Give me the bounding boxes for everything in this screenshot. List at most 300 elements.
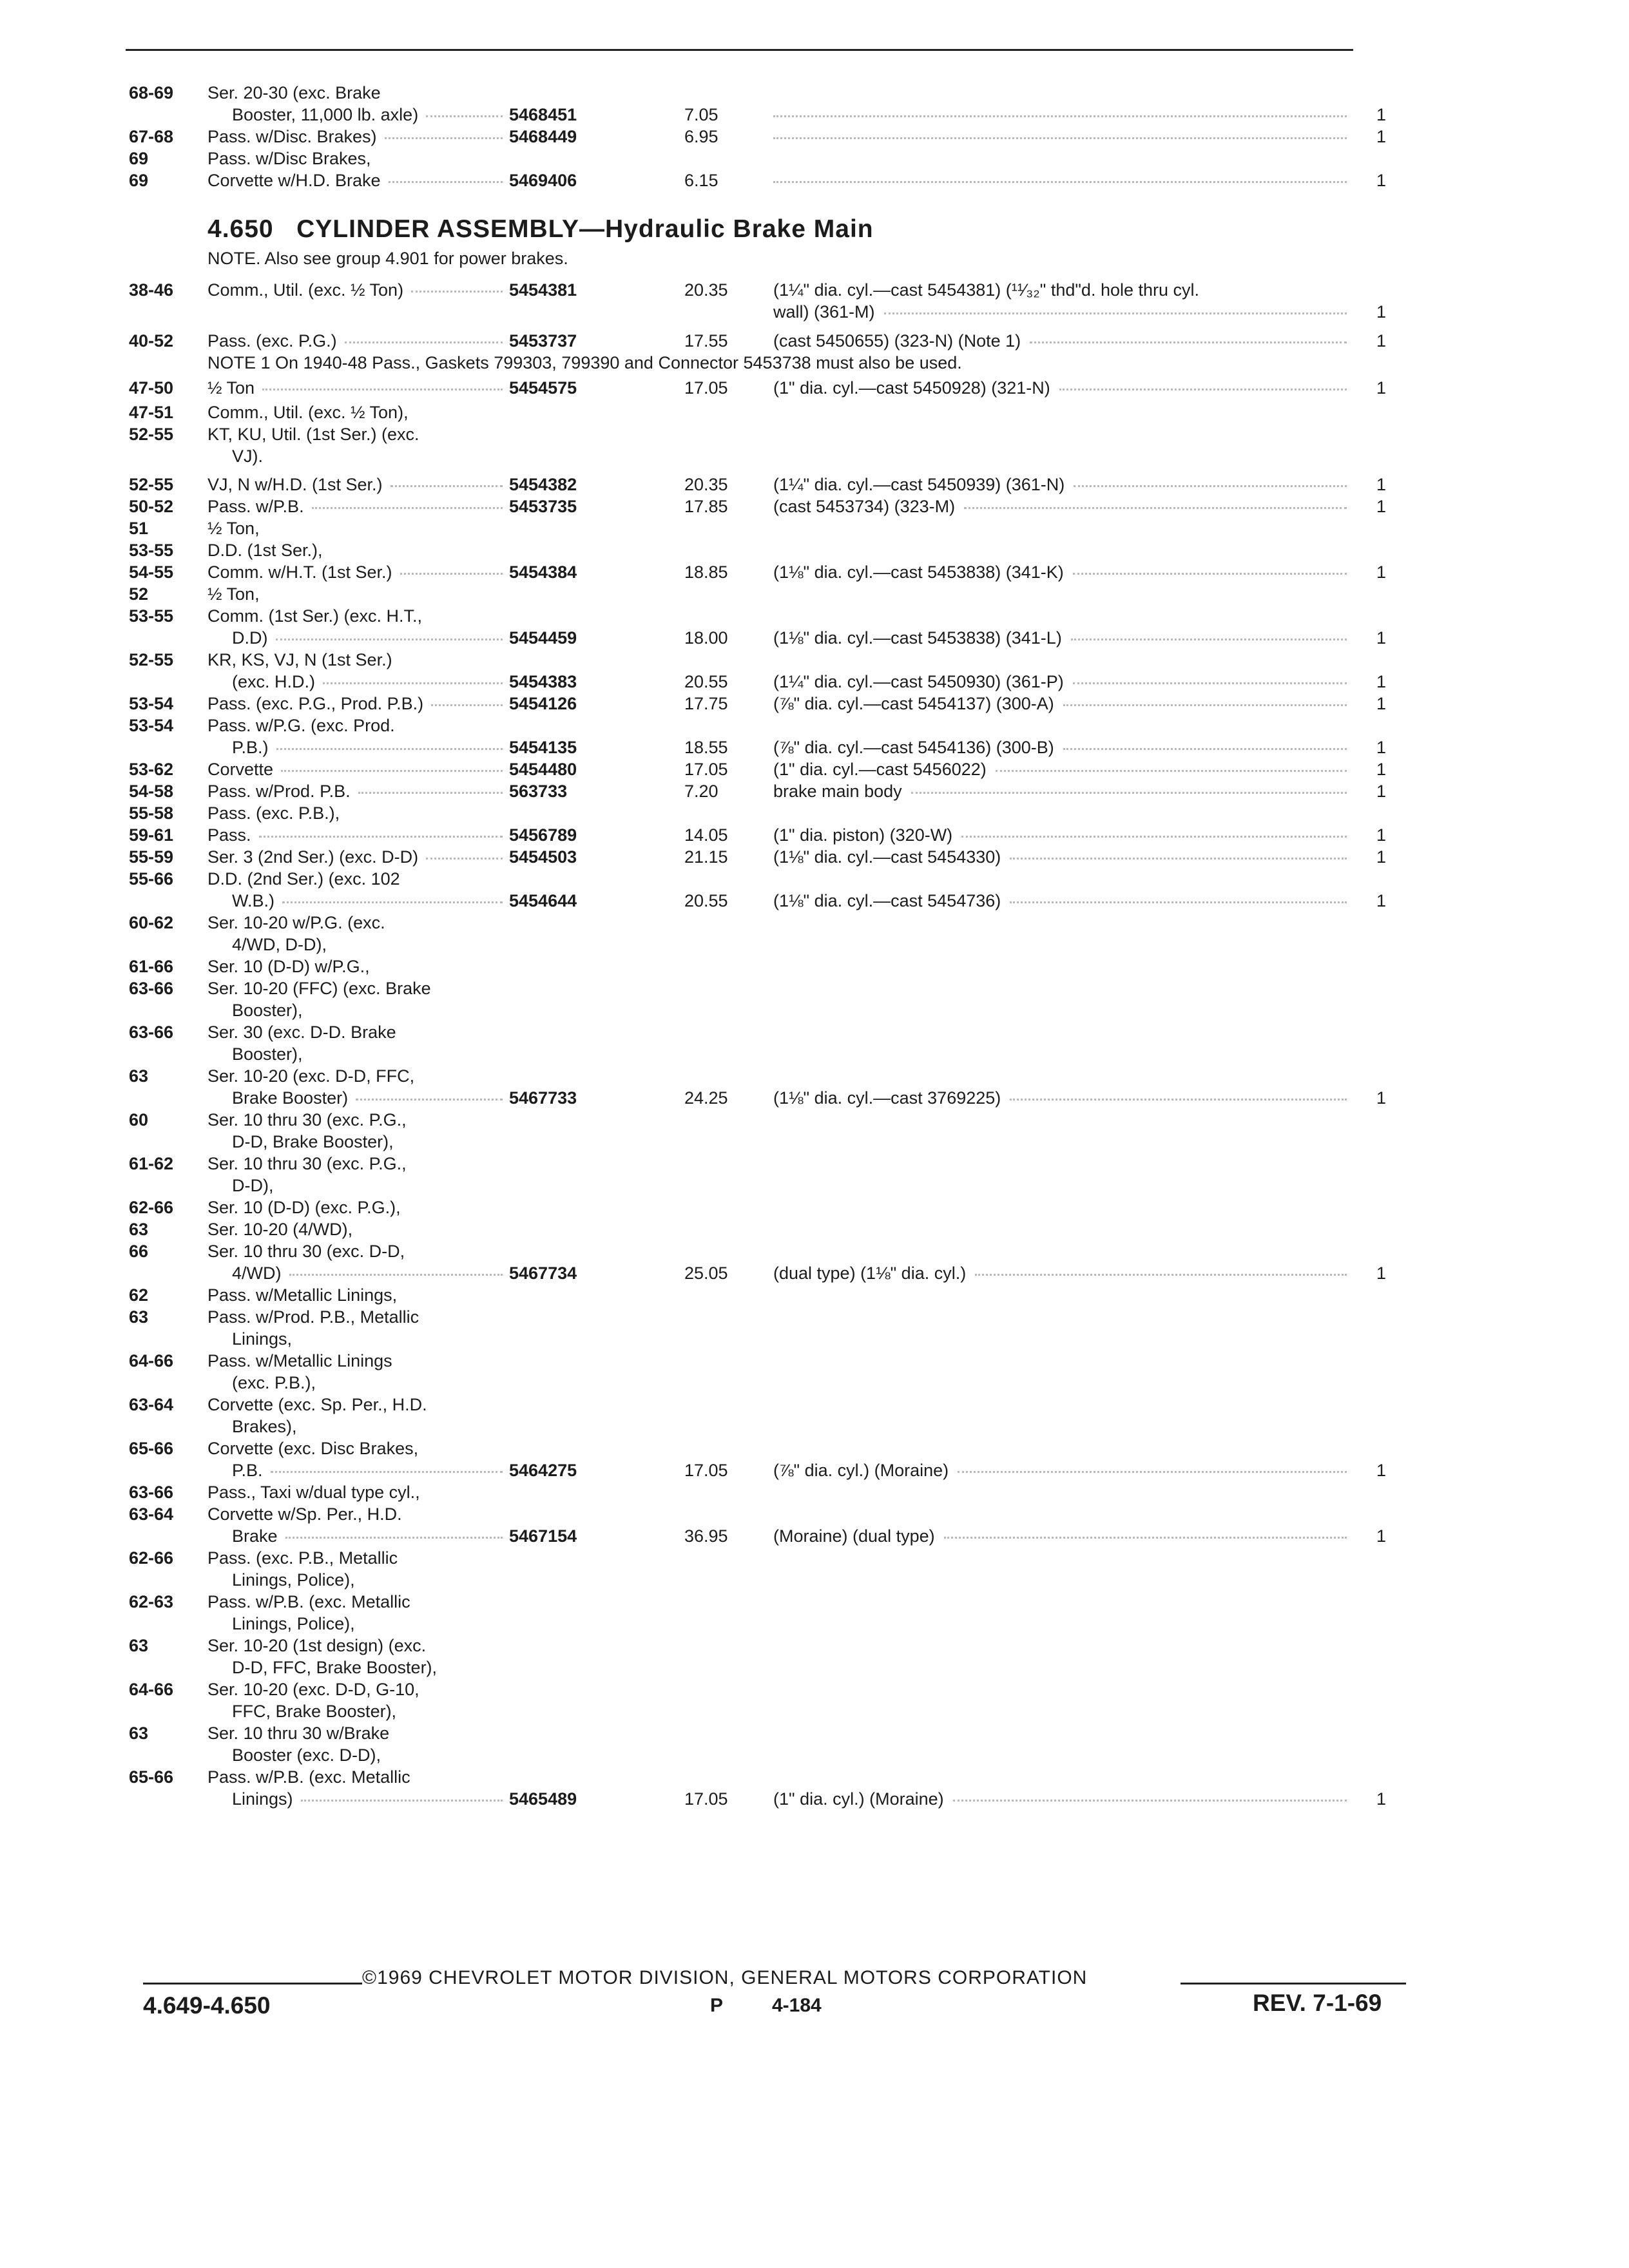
model: VJ). (232, 447, 264, 466)
parts-row (0, 81, 1629, 104)
parts-row (0, 1437, 1629, 1460)
remarks: (⅞" dia. cyl.—cast 5454136) (300-B) (773, 738, 1054, 757)
footer-page-number: 4-184 (772, 1995, 822, 2016)
dot-leader (385, 137, 503, 139)
years: 69 (129, 149, 149, 168)
remarks: (cast 5450655) (323-N) (Note 1) (773, 331, 1021, 351)
parts-row (0, 1086, 1629, 1110)
model: Pass. w/P.B. (exc. Metallic (207, 1592, 410, 1611)
parts-row (0, 1612, 1629, 1635)
parts-row (0, 1678, 1629, 1701)
dot-leader (1074, 485, 1347, 487)
dot-leader (773, 137, 1347, 139)
price: 17.55 (684, 331, 728, 351)
model: Booster (exc. D-D), (232, 1745, 381, 1765)
price: 6.95 (684, 127, 718, 146)
years: 66 (129, 1242, 149, 1261)
quantity: 1 (1376, 1526, 1387, 1546)
price: 20.55 (684, 672, 728, 691)
quantity: 1 (1376, 1088, 1387, 1108)
price: 36.95 (684, 1526, 728, 1546)
price: 24.25 (684, 1088, 728, 1108)
years: 64-66 (129, 1351, 174, 1370)
model: Ser. 10-20 (1st design) (exc. (207, 1636, 427, 1655)
parts-row (0, 1722, 1629, 1745)
years: 40-52 (129, 331, 174, 351)
parts-row (0, 1459, 1629, 1482)
dot-leader (390, 485, 503, 487)
years: 63 (129, 1220, 149, 1239)
price: 25.05 (684, 1264, 728, 1283)
model: Corvette (exc. Sp. Per., H.D. (207, 1395, 427, 1414)
quantity: 1 (1376, 378, 1387, 398)
parts-row (0, 561, 1629, 584)
model: P.B.) (232, 738, 269, 757)
footer-group-number: 4.649-4.650 (143, 1992, 271, 2019)
model: D-D, Brake Booster), (232, 1132, 394, 1151)
part-number: 5454575 (509, 378, 577, 398)
dot-leader (345, 341, 503, 343)
section-note: NOTE. Also see group 4.901 for power brakes. (207, 249, 568, 268)
model: Pass. w/Disc Brakes, (207, 149, 371, 168)
model: Corvette w/H.D. Brake (207, 171, 381, 190)
model: FFC, Brake Booster), (232, 1702, 397, 1721)
quantity: 1 (1376, 738, 1387, 757)
dot-leader (1010, 901, 1347, 903)
part-number: 5465489 (509, 1789, 577, 1809)
parts-row (0, 933, 1629, 956)
parts-row (0, 278, 1629, 302)
model: Booster), (232, 1044, 303, 1064)
parts-row (0, 1700, 1629, 1723)
remarks: (⅞" dia. cyl.—cast 5454137) (300-A) (773, 694, 1054, 713)
quantity: 1 (1376, 891, 1387, 910)
dot-leader (426, 858, 503, 860)
years: 60 (129, 1110, 149, 1129)
dot-leader (312, 507, 503, 509)
footer-copyright: ©1969 CHEVROLET MOTOR DIVISION, GENERAL MOTORS CORPORATION (362, 1967, 1088, 1988)
model: Pass. (exc. P.G.) (207, 331, 337, 351)
parts-row (0, 1218, 1629, 1241)
dot-leader (1071, 639, 1347, 640)
dot-leader (281, 770, 503, 772)
parts-row (0, 582, 1629, 606)
model: D.D. (2nd Ser.) (exc. 102 (207, 869, 400, 889)
price: 7.05 (684, 105, 718, 124)
parts-row (0, 889, 1629, 912)
parts-row (0, 1152, 1629, 1175)
parts-row (0, 495, 1629, 518)
model: Ser. 10 thru 30 w/Brake (207, 1724, 390, 1743)
years: 63 (129, 1636, 149, 1655)
years: 61-66 (129, 957, 174, 976)
remarks: (Moraine) (dual type) (773, 1526, 935, 1546)
model: Corvette (exc. Disc Brakes, (207, 1439, 419, 1458)
footer-rule-left (143, 1983, 362, 1984)
price: 20.55 (684, 891, 728, 910)
parts-row (0, 1262, 1629, 1285)
quantity: 1 (1376, 628, 1387, 648)
dot-leader (953, 1800, 1347, 1802)
remarks: (1" dia. cyl.—cast 5456022) (773, 760, 987, 779)
part-number: 5467734 (509, 1264, 577, 1283)
parts-row (0, 1546, 1629, 1570)
model: Pass. w/P.B. (exc. Metallic (207, 1767, 410, 1787)
model: D-D), (232, 1176, 274, 1195)
dot-leader (964, 507, 1347, 509)
remarks: (1⅛" dia. cyl.—cast 5453838) (341-L) (773, 628, 1062, 648)
quantity: 1 (1376, 475, 1387, 494)
years: 62-63 (129, 1592, 174, 1611)
quantity: 1 (1376, 672, 1387, 691)
parts-row (0, 329, 1629, 352)
part-number: 5454459 (509, 628, 577, 648)
part-number: 5467733 (509, 1088, 577, 1108)
parts-row (0, 473, 1629, 496)
parts-row (0, 1481, 1629, 1504)
remarks: (1⅛" dia. cyl.—cast 5454330) (773, 847, 1001, 867)
years: 62-66 (129, 1548, 174, 1568)
quantity: 1 (1376, 127, 1387, 146)
quantity: 1 (1376, 847, 1387, 867)
dot-leader (773, 115, 1347, 117)
years: 52-55 (129, 650, 174, 669)
dot-leader (276, 639, 503, 640)
parts-row (0, 1415, 1629, 1438)
dot-leader (356, 1099, 503, 1100)
footer-revision: REV. 7-1-69 (1253, 1990, 1382, 2016)
years: 55-58 (129, 803, 174, 823)
model: 4/WD, D-D), (232, 935, 327, 954)
model: Linings, Police), (232, 1614, 355, 1633)
model: Pass. w/Prod. P.B. (207, 782, 351, 801)
years: 51 (129, 519, 149, 538)
top-rule (126, 49, 1353, 51)
model: Pass., Taxi w/dual type cyl., (207, 1483, 420, 1502)
years: 69 (129, 171, 149, 190)
remarks: (1⅛" dia. cyl.—cast 5453838) (341-K) (773, 562, 1064, 582)
model: (exc. P.B.), (232, 1373, 316, 1392)
parts-row (0, 1108, 1629, 1131)
price: 21.15 (684, 847, 728, 867)
model: Booster, 11,000 lb. axle) (232, 105, 419, 124)
model: Linings) (232, 1789, 293, 1809)
years: 59-61 (129, 825, 174, 845)
model: Linings, (232, 1329, 293, 1349)
model: Pass. w/Prod. P.B., Metallic (207, 1307, 419, 1327)
part-number: 5467154 (509, 1526, 577, 1546)
years: 65-66 (129, 1767, 174, 1787)
model: Pass. (exc. P.G., Prod. P.B.) (207, 694, 424, 713)
quantity: 1 (1376, 562, 1387, 582)
quantity: 1 (1376, 825, 1387, 845)
remarks: brake main body (773, 782, 902, 801)
quantity: 1 (1376, 1461, 1387, 1480)
remarks: (1" dia. piston) (320-W) (773, 825, 953, 845)
price: 17.75 (684, 694, 728, 713)
model: KR, KS, VJ, N (1st Ser.) (207, 650, 392, 669)
years: 47-51 (129, 403, 174, 422)
quantity: 1 (1376, 694, 1387, 713)
model: Comm., Util. (exc. ½ Ton) (207, 280, 404, 300)
parts-row (0, 169, 1629, 192)
price: 17.05 (684, 378, 728, 398)
part-number: 5454382 (509, 475, 577, 494)
dot-leader (773, 181, 1347, 183)
model: Ser. 3 (2nd Ser.) (exc. D-D) (207, 847, 419, 867)
parts-row (0, 714, 1629, 737)
model: Booster), (232, 1001, 303, 1020)
years: 55-59 (129, 847, 174, 867)
section-title: CYLINDER ASSEMBLY—Hydraulic Brake Main (296, 215, 874, 243)
model: Ser. 10-20 (exc. D-D, G-10, (207, 1680, 419, 1699)
model: Ser. 10 thru 30 (exc. P.G., (207, 1154, 407, 1173)
years: 55-66 (129, 869, 174, 889)
years: 63-64 (129, 1504, 174, 1524)
years: 52-55 (129, 475, 174, 494)
years: 52-55 (129, 425, 174, 444)
model: W.B.) (232, 891, 275, 910)
dot-leader (1063, 748, 1347, 750)
years: 67-68 (129, 127, 174, 146)
model: Pass. w/P.G. (exc. Prod. (207, 716, 395, 735)
remarks: (1" dia. cyl.—cast 5450928) (321-N) (773, 378, 1050, 398)
model: Ser. 10 (D-D) w/P.G., (207, 957, 370, 976)
parts-row (0, 147, 1629, 170)
parts-row (0, 300, 1629, 323)
price: 17.85 (684, 497, 728, 516)
part-number: 5464275 (509, 1461, 577, 1480)
parts-row (0, 648, 1629, 671)
part-number: 5453735 (509, 497, 577, 516)
years: 62 (129, 1285, 149, 1305)
years: 63 (129, 1724, 149, 1743)
parts-row (0, 1327, 1629, 1350)
years: 53-54 (129, 694, 174, 713)
parts-row (0, 423, 1629, 446)
model: P.B. (232, 1461, 263, 1480)
parts-row (0, 626, 1629, 649)
model: D.D) (232, 628, 268, 648)
parts-row (0, 823, 1629, 847)
model: Ser. 10 thru 30 (exc. P.G., (207, 1110, 407, 1129)
model: Ser. 10 thru 30 (exc. D-D, (207, 1242, 405, 1261)
model: ½ Ton (207, 378, 255, 398)
parts-row (0, 351, 1629, 374)
parts-row (0, 445, 1629, 468)
parts-row (0, 1174, 1629, 1197)
model: Pass. (exc. P.B., Metallic (207, 1548, 398, 1568)
model: VJ, N w/H.D. (1st Ser.) (207, 475, 383, 494)
model: D-D, FFC, Brake Booster), (232, 1658, 438, 1677)
price: 17.05 (684, 1461, 728, 1480)
parts-row (0, 1568, 1629, 1591)
model: NOTE 1 On 1940-48 Pass., Gaskets 799303, 799390 and Connector 5453738 must also be used. (207, 353, 962, 372)
model: Brake Booster) (232, 1088, 349, 1108)
parts-row (0, 1283, 1629, 1307)
years: 63 (129, 1307, 149, 1327)
years: 60-62 (129, 913, 174, 932)
parts-row (0, 1503, 1629, 1526)
parts-row (0, 1656, 1629, 1679)
parts-row (0, 517, 1629, 540)
part-number: 5454135 (509, 738, 577, 757)
dot-leader (259, 836, 503, 838)
parts-row (0, 1787, 1629, 1811)
years: 61-62 (129, 1154, 174, 1173)
model: Brakes), (232, 1417, 297, 1436)
remarks: (1⅛" dia. cyl.—cast 5454736) (773, 891, 1001, 910)
quantity: 1 (1376, 171, 1387, 190)
part-number: 5454126 (509, 694, 577, 713)
parts-row (0, 1634, 1629, 1657)
model: Pass. w/P.B. (207, 497, 304, 516)
section-number: 4.650 (207, 215, 274, 243)
model: Pass. w/Disc. Brakes) (207, 127, 377, 146)
dot-leader (358, 792, 503, 794)
part-number: 5454381 (509, 280, 577, 300)
quantity: 1 (1376, 331, 1387, 351)
dot-leader (411, 291, 503, 293)
dot-leader (961, 836, 1347, 838)
years: 63 (129, 1066, 149, 1086)
model: Comm. w/H.T. (1st Ser.) (207, 562, 392, 582)
parts-row (0, 802, 1629, 825)
model: Ser. 10-20 (FFC) (exc. Brake (207, 979, 431, 998)
parts-row (0, 1349, 1629, 1372)
model: Ser. 10-20 (4/WD), (207, 1220, 353, 1239)
parts-row (0, 1744, 1629, 1767)
part-number: 5468449 (509, 127, 577, 146)
price: 18.85 (684, 562, 728, 582)
remarks: (1¼" dia. cyl.—cast 5454381) (¹¹⁄₃₂" thd"d. hole thru cyl. (773, 280, 1200, 300)
price: 18.00 (684, 628, 728, 648)
dot-leader (431, 704, 503, 706)
price: 7.20 (684, 782, 718, 801)
model: Pass. w/Metallic Linings (207, 1351, 392, 1370)
dot-leader (1073, 682, 1347, 684)
dot-leader (301, 1800, 503, 1802)
part-number: 5469406 (509, 171, 577, 190)
part-number: 5454384 (509, 562, 577, 582)
remarks: (1⅛" dia. cyl.—cast 3769225) (773, 1088, 1001, 1108)
parts-row (0, 736, 1629, 759)
parts-row (0, 1524, 1629, 1548)
years: 62-66 (129, 1198, 174, 1217)
quantity: 1 (1376, 302, 1387, 322)
parts-row (0, 999, 1629, 1022)
years: 53-55 (129, 606, 174, 626)
parts-row (0, 1021, 1629, 1044)
dot-leader (400, 573, 503, 575)
model: Ser. 20-30 (exc. Brake (207, 83, 381, 102)
dot-leader (1059, 389, 1347, 390)
model: Ser. 10 (D-D) (exc. P.G.), (207, 1198, 401, 1217)
model: Corvette (207, 760, 274, 779)
dot-leader (911, 792, 1347, 794)
remarks: (1" dia. cyl.) (Moraine) (773, 1789, 944, 1809)
parts-row (0, 103, 1629, 126)
part-number: 563733 (509, 782, 568, 801)
parts-row (0, 911, 1629, 934)
quantity: 1 (1376, 497, 1387, 516)
model: Ser. 10-20 w/P.G. (exc. (207, 913, 385, 932)
dot-leader (262, 389, 503, 390)
dot-leader (289, 1274, 503, 1276)
dot-leader (282, 901, 503, 903)
quantity: 1 (1376, 105, 1387, 124)
remarks: (cast 5453734) (323-M) (773, 497, 956, 516)
parts-row (0, 125, 1629, 148)
price: 14.05 (684, 825, 728, 845)
parts-row (0, 845, 1629, 869)
dot-leader (884, 312, 1347, 314)
price: 20.35 (684, 475, 728, 494)
quantity: 1 (1376, 782, 1387, 801)
part-number: 5456789 (509, 825, 577, 845)
model: 4/WD) (232, 1264, 282, 1283)
years: 54-58 (129, 782, 174, 801)
parts-row (0, 758, 1629, 781)
model: ½ Ton, (207, 584, 260, 604)
model: KT, KU, Util. (1st Ser.) (exc. (207, 425, 419, 444)
dot-leader (996, 770, 1347, 772)
price: 20.35 (684, 280, 728, 300)
part-number: 5454383 (509, 672, 577, 691)
price: 17.05 (684, 760, 728, 779)
parts-row (0, 1130, 1629, 1153)
quantity: 1 (1376, 760, 1387, 779)
parts-row (0, 1305, 1629, 1329)
years: 52 (129, 584, 149, 604)
model: D.D. (1st Ser.), (207, 541, 323, 560)
parts-row (0, 1196, 1629, 1219)
remarks: (1¼" dia. cyl.—cast 5450939) (361-N) (773, 475, 1065, 494)
remarks: (1¼" dia. cyl.—cast 5450930) (361-P) (773, 672, 1064, 691)
parts-row (0, 670, 1629, 693)
model: Linings, Police), (232, 1570, 355, 1590)
model: Pass. (exc. P.B.), (207, 803, 340, 823)
parts-row (0, 539, 1629, 562)
model: (exc. H.D.) (232, 672, 316, 691)
years: 64-66 (129, 1680, 174, 1699)
remarks: wall) (361-M) (773, 302, 875, 322)
years: 54-55 (129, 562, 174, 582)
model: Ser. 10-20 (exc. D-D, FFC, (207, 1066, 415, 1086)
parts-row (0, 1064, 1629, 1088)
parts-row (0, 1371, 1629, 1394)
model: Pass. w/Metallic Linings, (207, 1285, 398, 1305)
dot-leader (323, 682, 503, 684)
parts-row (0, 1590, 1629, 1613)
dot-leader (271, 1471, 503, 1473)
dot-leader (276, 748, 503, 750)
years: 63-66 (129, 1483, 174, 1502)
footer-page-letter: P (710, 1995, 724, 2016)
part-number: 5454503 (509, 847, 577, 867)
dot-leader (1030, 341, 1347, 343)
price: 17.05 (684, 1789, 728, 1809)
years: 50-52 (129, 497, 174, 516)
years: 63-66 (129, 1023, 174, 1042)
years: 65-66 (129, 1439, 174, 1458)
model: Brake (232, 1526, 278, 1546)
part-number: 5453737 (509, 331, 577, 351)
years: 53-55 (129, 541, 174, 560)
model: ½ Ton, (207, 519, 260, 538)
dot-leader (1073, 573, 1347, 575)
parts-row (0, 1393, 1629, 1416)
